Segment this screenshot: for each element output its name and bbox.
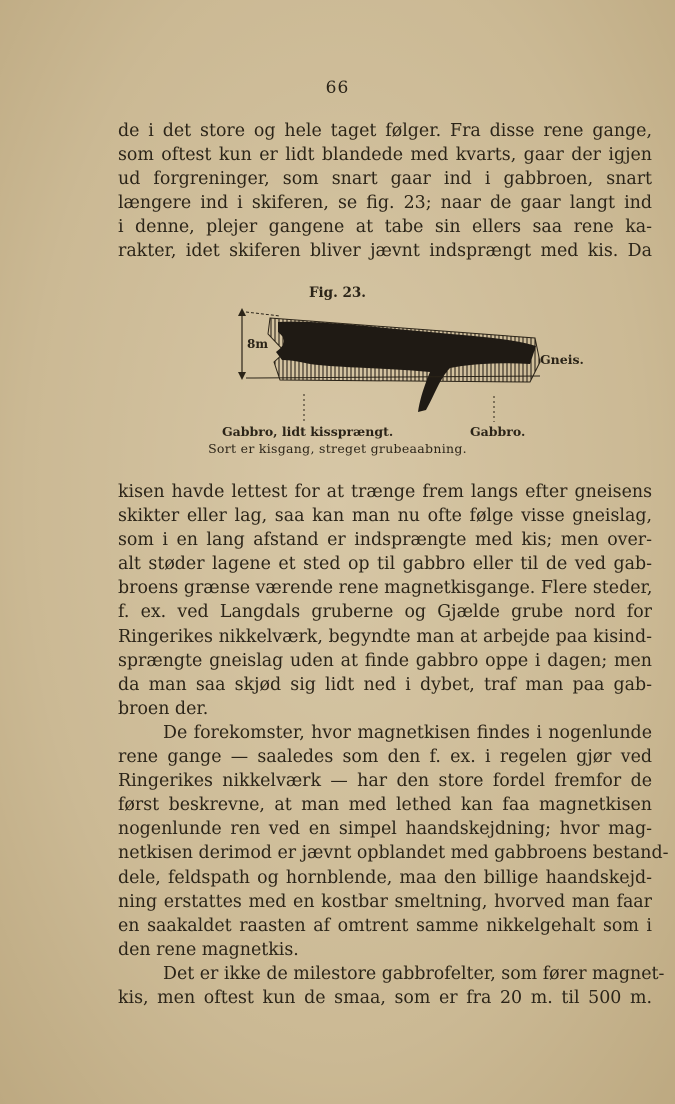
text-line: Ringerikes nikkelværk — har den store fordel fremfor de [118, 771, 652, 792]
text-line: nogenlunde ren ved en simpel haandskejdning; hvor mag- [118, 819, 652, 840]
scale-label: 8m [247, 337, 269, 351]
text-line: ud forgreninger, som snart gaar ind i gabbroen, snart [118, 169, 652, 190]
text-line: som oftest kun er lidt blandede med kvarts, gaar der igjen [118, 145, 652, 166]
figure-legend: Sort er kisgang, streget grubeaabning. [208, 441, 467, 456]
text-line: dele, feldspath og hornblende, maa den billige haandskejd- [118, 867, 652, 888]
text-line: Det er ikke de milestore gabbrofelter, som fører magnet- [163, 963, 665, 984]
label-gabbro: Gabbro. [470, 424, 526, 439]
text-line: skikter eller lag, saa kan man nu ofte følge visse gneislag, [118, 506, 652, 527]
geology-figure [230, 302, 550, 424]
text-line: da man saa skjød sig lidt ned i dybet, traf man paa gab- [118, 674, 652, 695]
figure-caption: Fig. 23. [308, 285, 367, 301]
text-line: først beskrevne, at man med lethed kan faa magnetkisen [118, 795, 652, 816]
text-line: en saakaldet raasten af omtrent samme nikkelgehalt som i [118, 915, 652, 936]
text-line: sprængte gneislag uden at finde gabbro oppe i dagen; men [118, 650, 652, 671]
paragraph-1 [118, 119, 652, 264]
text-line: kisen havde lettest for at trænge frem langs efter gneisens [118, 482, 652, 502]
text-line: rakter, idet skiferen bliver jævnt indsprængt med kis. Da [118, 241, 652, 262]
text-line: i denne, plejer gangene at tabe sin ellers saa rene ka- [118, 217, 652, 238]
text-line: rene gange — saaledes som den f. ex. i regelen gjør ved [118, 747, 652, 768]
label-gneis: Gneis. [540, 352, 584, 367]
text-line: f. ex. ved Langdals gruberne og Gjælde grube nord for [118, 602, 652, 623]
text-line: broen der. [118, 698, 209, 719]
text-line: alt støder lagene et sted op til gabbro eller til de ved gab- [118, 554, 652, 575]
paragraph-2 [118, 480, 669, 1010]
page-number: 66 [325, 78, 350, 98]
text-line: broens grænse værende rene magnetkisgange. Flere steder, [118, 578, 653, 599]
text-line: de i det store og hele taget følger. Fra disse rene gange, [118, 121, 652, 141]
label-gabbro-impregnated: Gabbro, lidt kissprængt. [222, 424, 394, 439]
text-line: Ringerikes nikkelværk, begyndte man at arbejde paa kisind- [118, 626, 652, 647]
text-line: længere ind i skiferen, se fig. 23; naar de gaar langt ind [118, 193, 652, 214]
text-line: ning erstattes med en kostbar smeltning, hvorved man faar [118, 891, 652, 912]
text-line: som i en lang afstand er indsprængte med kis; men over- [118, 530, 652, 551]
text-line: kis, men oftest kun de smaa, som er fra 20 m. til 500 m. [118, 987, 652, 1008]
text-line: netkisen derimod er jævnt opblandet med gabbroens bestand- [118, 843, 669, 864]
text-line: den rene magnetkis. [118, 939, 299, 960]
text-line: De forekomster, hvor magnetkisen findes i nogenlunde [163, 722, 652, 743]
